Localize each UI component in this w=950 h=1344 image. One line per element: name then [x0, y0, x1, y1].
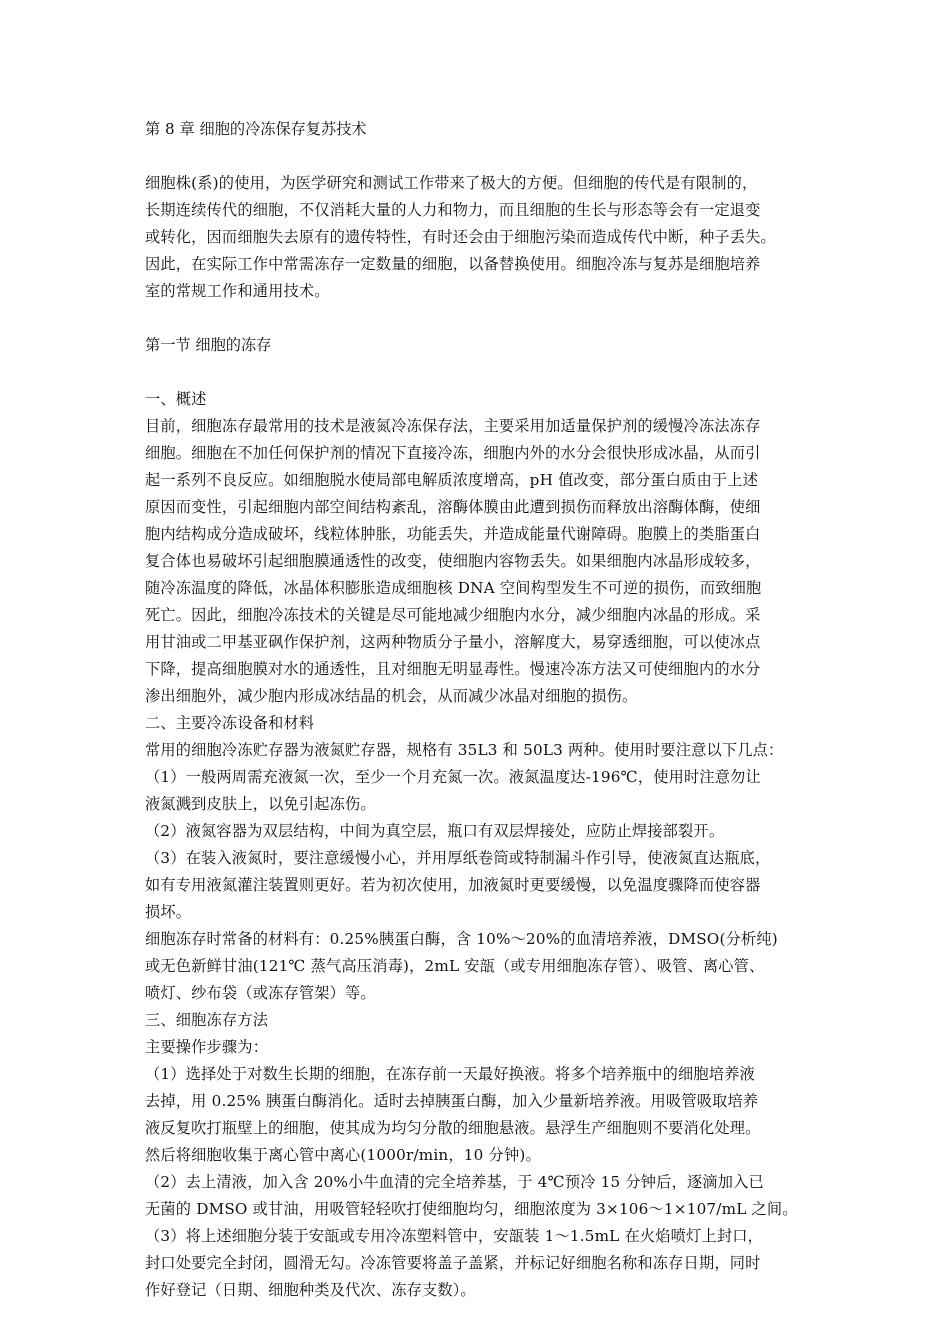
- body-line: 原因而变性，引起细胞内部空间结构紊乱，溶酶体膜由此遭到损伤而释放出溶酶体酶，使细: [145, 498, 761, 516]
- body-line: 一、概述: [145, 390, 207, 408]
- intro-line: 因此，在实际工作中常需冻存一定数量的细胞，以备替换使用。细胞冷冻与复苏是细胞培养: [145, 255, 761, 273]
- body-line: （1）一般两周需充液氮一次，至少一个月充氮一次。液氮温度达-196℃，使用时注意勿让: [145, 768, 761, 786]
- body-line: 常用的细胞冷冻贮存器为液氮贮存器，规格有 35L3 和 50L3 两种。使用时要注意以下几点：: [145, 741, 784, 759]
- body-line: 细胞冻存时常备的材料有：0.25%胰蛋白酶，含 10%～20%的血清培养液，DMSO(分析纯): [145, 930, 778, 948]
- body-line: 渗出细胞外，减少胞内形成冰结晶的机会，从而减少冰晶对细胞的损伤。: [145, 687, 638, 705]
- body-line: 喷灯、纱布袋（或冻存管架）等。: [145, 984, 376, 1002]
- body-line: 液反复吹打瓶壁上的细胞，使其成为均匀分散的细胞悬液。悬浮生产细胞则不要消化处理。: [145, 1119, 761, 1137]
- body-line: 下降，提高细胞膜对水的通透性，且对细胞无明显毒性。慢速冷冻方法又可使细胞内的水分: [145, 660, 761, 678]
- spacer: [145, 305, 810, 332]
- intro-line: 长期连续传代的细胞，不仅消耗大量的人力和物力，而且细胞的生长与形态等会有一定退变: [145, 201, 761, 219]
- body-line: 去掉，用 0.25% 胰蛋白酶消化。适时去掉胰蛋白酶，加入少量新培养液。用吸管吸取培养: [145, 1092, 759, 1110]
- body-line: 三、细胞冻存方法: [145, 1011, 269, 1029]
- body-line: 主要操作步骤为：: [145, 1038, 269, 1056]
- body-line: 无菌的 DMSO 或甘油，用吸管轻轻吹打使细胞均匀，细胞浓度为 3×106～1×107/mL 之间。: [145, 1200, 798, 1218]
- spacer: [145, 143, 810, 170]
- intro-line: 或转化，因而细胞失去原有的遗传特性，有时还会由于细胞污染而造成传代中断，种子丢失。: [145, 228, 776, 246]
- body-line: 目前，细胞冻存最常用的技术是液氮冷冻保存法，主要采用加适量保护剂的缓慢冷冻法冻存: [145, 417, 761, 435]
- body-line: （3）在装入液氮时，要注意缓慢小心，并用厚纸卷筒或特制漏斗作引导，使液氮直达瓶底，: [145, 849, 771, 867]
- body-line: 用甘油或二甲基亚砜作保护剂，这两种物质分子量小，溶解度大，易穿透细胞，可以使冰点: [145, 633, 761, 651]
- body-line: 二、主要冷冻设备和材料: [145, 714, 315, 732]
- intro-line: 室的常规工作和通用技术。: [145, 282, 330, 300]
- spacer: [145, 359, 810, 386]
- body-line: 如有专用液氮灌注装置则更好。若为初次使用，加液氮时更要缓慢，以免温度骤降而使容器: [145, 876, 761, 894]
- chapter-title: 第 8 章 细胞的冷冻保存复苏技术: [145, 120, 367, 138]
- body-line: （3）将上述细胞分装于安瓿或专用冷冻塑料管中，安瓿装 1～1.5mL 在火焰喷灯上封口，: [145, 1227, 763, 1245]
- body-line: 死亡。因此，细胞冷冻技术的关键是尽可能地减少细胞内水分，减少细胞内冰晶的形成。采: [145, 606, 761, 624]
- intro-line: 细胞株(系)的使用，为医学研究和测试工作带来了极大的方便。但细胞的传代是有限制的，: [145, 174, 758, 192]
- body-line: 然后将细胞收集于离心管中离心(1000r/min，10 分钟)。: [145, 1146, 541, 1164]
- body-line: 胞内结构成分造成破坏，线粒体肿胀，功能丢失，并造成能量代谢障碍。胞膜上的类脂蛋白: [145, 525, 761, 543]
- body-line: 损坏。: [145, 903, 192, 921]
- body-line: 封口处要完全封闭，圆滑无勾。冷冻管要将盖子盖紧，并标记好细胞名称和冻存日期，同时: [145, 1254, 761, 1272]
- body-line: （2）液氮容器为双层结构，中间为真空层，瓶口有双层焊接处，应防止焊接部裂开。: [145, 822, 725, 840]
- body-line: 复合体也易破坏引起细胞膜通透性的改变，使细胞内容物丢失。如果细胞内冰晶形成较多，: [145, 552, 761, 570]
- document-page: [145, 116, 810, 1304]
- body-line: 液氮溅到皮肤上，以免引起冻伤。: [145, 795, 376, 813]
- body-line: 作好登记（日期、细胞种类及代次、冻存支数）。: [145, 1281, 476, 1299]
- body-line: 起一系列不良反应。如细胞脱水使局部电解质浓度增高，pH 值改变，部分蛋白质由于上述: [145, 471, 759, 489]
- body-line: 或无色新鲜甘油(121℃ 蒸气高压消毒)，2mL 安瓿（或专用细胞冻存管）、吸管、离心管、: [145, 957, 765, 975]
- body-line: （1）选择处于对数生长期的细胞，在冻存前一天最好换液。将多个培养瓶中的细胞培养液: [145, 1065, 755, 1083]
- section-title: 第一节 细胞的冻存: [145, 336, 272, 354]
- body-line: （2）去上清液，加入含 20%小牛血清的完全培养基，于 4℃预冷 15 分钟后，逐滴加入已: [145, 1173, 764, 1191]
- body-line: 细胞。细胞在不加任何保护剂的情况下直接冷冻，细胞内外的水分会很快形成冰晶，从而引: [145, 444, 761, 462]
- body-line: 随冷冻温度的降低，冰晶体积膨胀造成细胞核 DNA 空间构型发生不可逆的损伤，而致细胞: [145, 579, 762, 597]
